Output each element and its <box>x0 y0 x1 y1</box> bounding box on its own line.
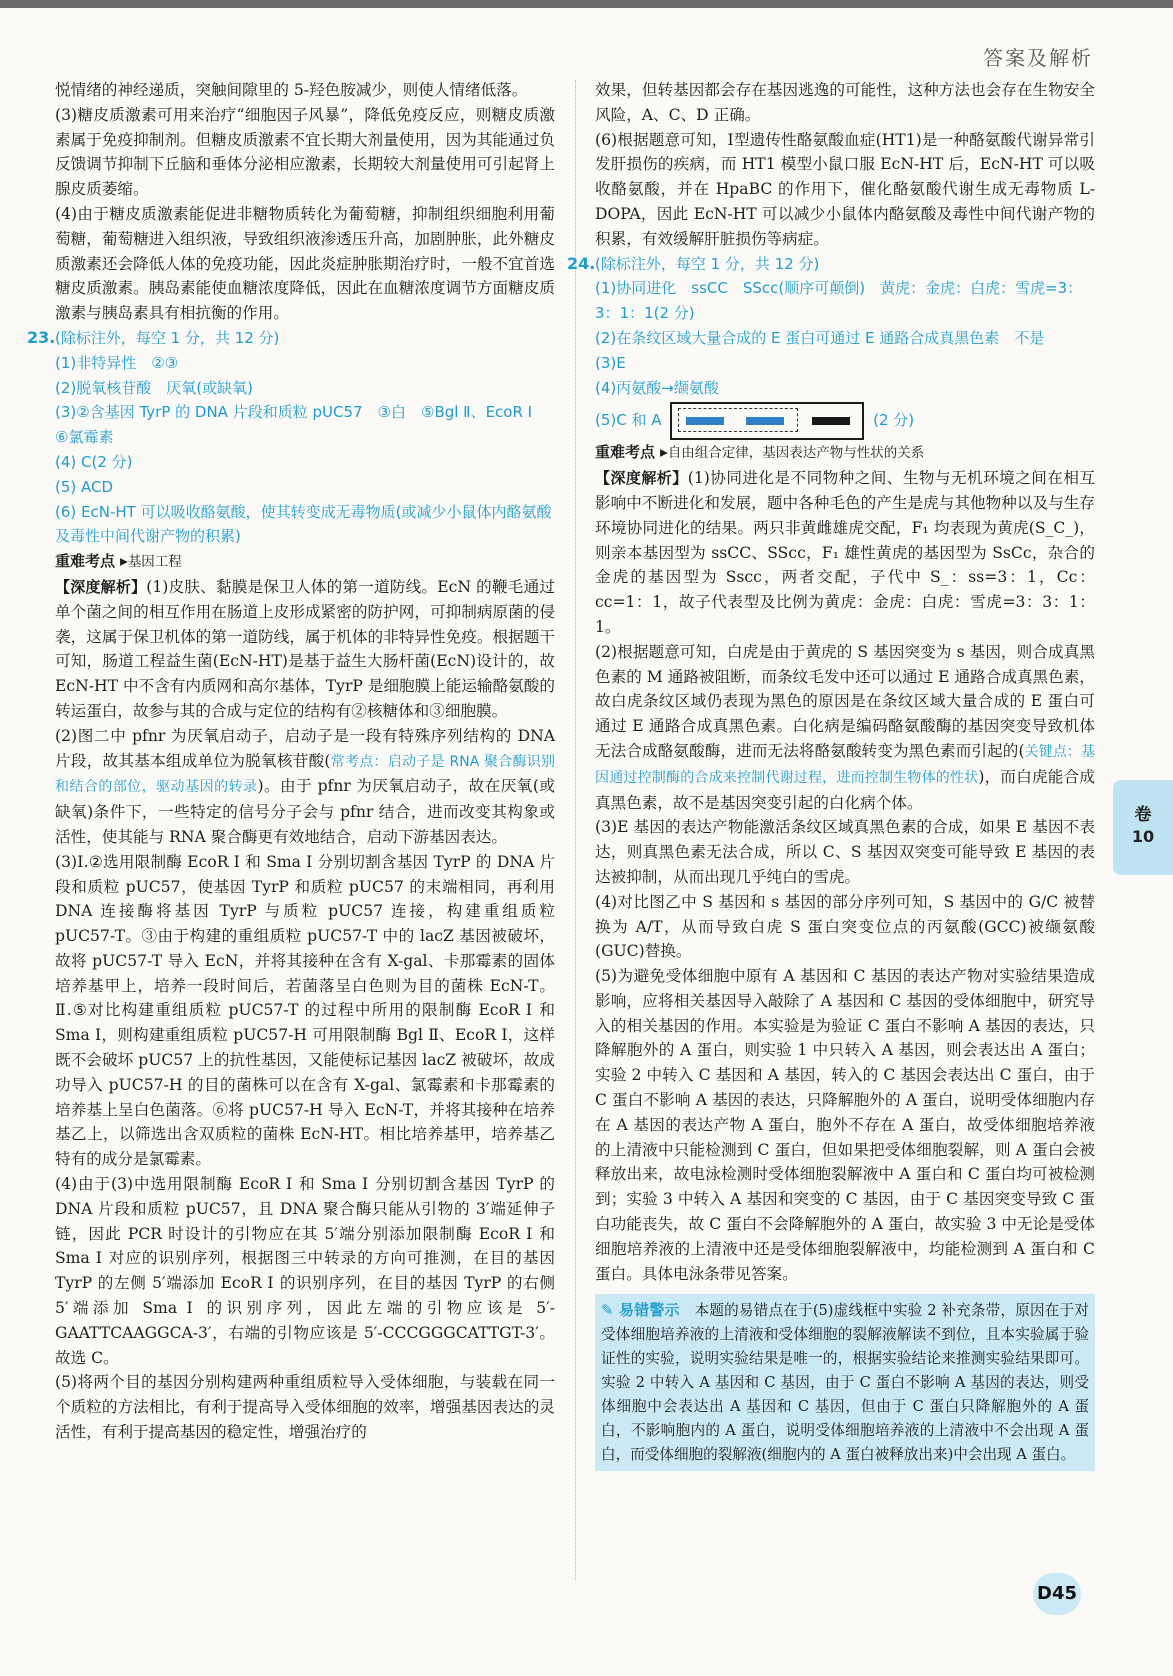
exam-note: 常考点：启动子是 RNA 聚合酶识别和结合的部位，驱动基因的转录 <box>55 753 555 796</box>
question-number: 23. <box>27 327 56 347</box>
answer-line: (6) EcN-HT 可以吸收酪氨酸，使其转变成无毒物质(或减少小鼠体内酪氨酸及毒性中间代谢产物的积累) <box>55 502 552 546</box>
analysis-paragraph <box>595 640 1095 816</box>
paragraph: (6)根据题意可知，Ⅰ型遗传性酪氨酸血症(HT1)是一种酪氨酸代谢异常引发肝损伤的疾病，而 HT1 模型小鼠口服 EcN-HT 后，EcN-HT 可以吸收酪氨酸，并在 HpaBC 的作用下，催化酪氨酸代谢生成无毒物质 L-DOPA，因此 EcN-HT 可以减少小鼠体内酪氨酸及毒性中间代谢产物的积累，有效缓解肝脏损伤等病症。 <box>595 130 1095 248</box>
answer-line: (1)非特异性 ②③ <box>55 353 179 372</box>
analysis-paragraph <box>595 466 1095 640</box>
key-point-label: 重难考点 <box>595 443 656 462</box>
analysis-text: (1)皮肤、黏膜是保卫人体的第一道防线。EcN 的鞭毛通过单个菌之间的相互作用在肠道上皮形成紧密的防护网，可抑制病原菌的侵袭，这属于保卫机体的第一道防线，属于机体的非特异性免疫。根据题干可知，肠道工程益生菌(EcN-HT)是基于益生大肠杆菌(EcN)设计的，故 EcN-HT 中不含有内质网和高尔基体，TyrP 是细胞膜上能运输酪氨酸的转运蛋白，故参与其的合成与定位的结构有②核糖体和③细胞膜。 <box>55 577 555 720</box>
analysis-paragraph: (4)由于(3)中选用限制酶 EcoR Ⅰ 和 Sma Ⅰ 分别切割含基因 TyrP 的 DNA 片段和质粒 pUC57，且 DNA 聚合酶只能从引物的 3′端延伸子链，因此 PCR 时设计的引物应在其 5′端分别添加限制酶 EcoR Ⅰ 和 Sma Ⅰ 对应的识别序列，根据图三中转录的方向可推测，在目的基因 TyrP 的左侧 5′端添加 EcoR Ⅰ 的识别序列，在目的基因 TyrP 的右侧 5′端添加 Sma Ⅰ 的识别序列，因此左端的引物应该是 5′-GAATTCAAGGCA-3′，右端的引物应该是 5′-CCCGGGCATTGT-3′。故选 C。 <box>55 1175 555 1367</box>
blue-band <box>746 417 784 425</box>
warning-paragraph <box>601 1298 1089 1467</box>
warning-label-text: 易错警示 <box>618 1301 680 1320</box>
black-band <box>812 417 850 425</box>
question-24-header <box>567 252 1095 277</box>
analysis-paragraph: (4)对比图乙中 S 基因和 s 基因的部分序列可知，S 基因中的 G/C 被替换为 A/T，从而导致白虎 S 蛋白突变位点的丙氨酸(GCC)被缬氨酸(GUC)替换。 <box>595 892 1095 961</box>
blue-band <box>686 417 724 425</box>
key-point-line: 重难考点 ▸自由组合定律，基因表达产物与性状的关系 <box>595 443 925 462</box>
deep-analysis-label: 【深度解析】 <box>55 577 147 596</box>
key-note: 关键点：基因通过控制酶的合成来控制代谢过程，进而控制生物体的性状 <box>595 743 1095 786</box>
answer-line: (4)丙氨酸→缬氨酸 <box>595 378 719 397</box>
answer-line: (1)协同进化 ssCC SScc(顺序可颠倒) 黄虎：金虎：白虎：雪虎=3：3：1：1(2 分) <box>595 279 1083 323</box>
answer-line: (2)脱氧核苷酸 厌氧(或缺氧) <box>55 378 253 397</box>
paragraph: (4)由于糖皮质激素能促进非糖物质转化为葡萄糖，抑制组织细胞利用葡萄糖，葡萄糖进入组织液，导致组织液渗透压升高，加剧肿胀，此外糖皮质激素还会降低人体的免疫功能，因此炎症肿胀期治疗时，一般不宜首选糖皮质激素。胰岛素能使血糖浓度降低，因此在血糖浓度调节方面糖皮质激素与胰岛素具有相抗衡的作用。 <box>55 204 555 323</box>
left-column <box>27 78 555 1445</box>
answer-line: (3)②含基因 TyrP 的 DNA 片段和质粒 pUC57 ③白 ⑤Bgl Ⅱ、EcoR Ⅰ ⑥氯霉素 <box>55 403 548 447</box>
question-number: 24. <box>567 253 596 273</box>
side-tab-label: 卷 <box>1134 805 1152 825</box>
analysis-text: )。由于 pfnr 为厌氧启动子，故在厌氧(或缺氧)条件下，一些特定的信号分子会与 pfnr 结合，进而改变其构象或活性，使其能与 RNA 聚合酶更有效地结合，启动下游基因表达。 <box>55 777 555 846</box>
answer-line: (3)E <box>595 353 626 372</box>
question-scoring: (除标注外，每空 1 分，共 12 分) <box>595 254 820 273</box>
analysis-paragraph: (3)E 基因的表达产物能激活条纹区域真黑色素的合成，如果 E 基因不表达，则真黑色素无法合成，所以 C、S 基因双突变可能导致 E 基因的表达被抑制，从而出现几乎纯白的雪虎。 <box>595 818 1095 886</box>
analysis-paragraph <box>55 724 555 850</box>
key-point-text: 基因工程 <box>127 554 182 571</box>
page-header-title: 答案及解析 <box>983 46 1093 70</box>
paragraph: 效果，但转基因都会存在基因逃逸的可能性，这种方法也会存在生物安全风险，A、C、D 正确。 <box>595 81 1095 124</box>
top-edge <box>0 0 1173 8</box>
question-scoring: (除标注外，每空 1 分，共 12 分) <box>55 328 280 347</box>
answer-line: (2)在条纹区域大量合成的 E 蛋白可通过 E 通路合成真黑色素 不是 <box>595 328 1045 347</box>
analysis-paragraph <box>55 575 555 724</box>
analysis-paragraph: (5)为避免受体细胞中原有 A 基因和 C 基因的表达产物对实验结果造成影响，应将相关基因导入敲除了 A 基因和 C 基因的受体细胞中，研究导入的相关基因的作用。本实验是为验证 C 蛋白不影响 A 基因的表达，只降解胞外的 A 蛋白，则实验 1 中只转入 A 基因，则会表达出 A 蛋白；实验 2 中转入 C 基因和 A 基因，转入的 C 基因会表达出 C 蛋白，由于 C 蛋白不影响 A 基因的表达，只降解胞外的 A 蛋白，说明受体细胞内存在 A 基因的表达产物 A 蛋白，胞外不存在 A 蛋白，故受体细胞培养液的上清液中只能检测到 C 蛋白，但如果把受体细胞裂解，则 A 蛋白会被释放出来，故电泳检测时受体细胞裂解液中 A 蛋白和 C 蛋白均可被检测到；实验 3 中转入 A 基因和突变的 C 基因，由于 C 基因突变导致 C 蛋白功能丧失，故 C 蛋白不会降解胞外的 A 蛋白，故实验 3 中无论是受体细胞培养液的上清液中还是受体细胞裂解液中，均能检测到 A 蛋白和 C 蛋白。具体电泳条带见答案。 <box>595 967 1095 1283</box>
deep-analysis-label: 【深度解析】 <box>595 469 688 488</box>
answer-score: (2 分) <box>873 411 915 430</box>
right-column <box>567 78 1095 1471</box>
warning-label: ✎ 易错警示 <box>601 1301 680 1320</box>
page-number: D45 <box>1033 1573 1081 1615</box>
column-divider <box>575 80 576 1580</box>
answer-line: (4) C(2 分) <box>55 452 133 471</box>
answer-line <box>595 400 1095 440</box>
analysis-text: )，而白虎能合成真黑色素，故不是基因突变引起的白化病个体。 <box>595 767 1095 812</box>
electrophoresis-bands-figure <box>670 402 864 440</box>
key-point-label: 重难考点 <box>55 552 116 571</box>
key-point-text: 自由组合定律，基因表达产物与性状的关系 <box>667 445 925 462</box>
warning-text: 本题的易错点在于(5)虚线框中实验 2 补充条带，原因在于对受体细胞培养液的上清液和受体细胞的裂解液解读不到位，且本实验属于验证性的实验，说明实验结果是唯一的，根据实验结论来推测实验结果即可。实验 2 中转入 A 基因和 C 基因，由于 C 蛋白不影响 A 基因的表达，则受体细胞中会表达出 A 基因和 C 基因，但由于 C 蛋白只降解胞外的 A 蛋白，不影响胞内的 A 蛋白，说明受体细胞培养液的上清液中不会出现 A 蛋白，而受体细胞的裂解液(细胞内的 A 蛋白被释放出来)中会出现 A 蛋白。 <box>601 1302 1089 1464</box>
paragraph: (3)糖皮质激素可用来治疗“细胞因子风暴”，降低免疫反应，则糖皮质激素属于免疫抑制剂。但糖皮质激素不宜长期大剂量使用，因为其能通过负反馈调节抑制下丘脑和垂体分泌相应激素，长期较大剂量使用可引起肾上腺皮质萎缩。 <box>55 105 555 199</box>
key-point-line: 重难考点 ▸基因工程 <box>55 552 182 571</box>
analysis-paragraph: (5)将两个目的基因分别构建两种重组质粒导入受体细胞，与装载在同一个质粒的方法相比，有利于提高导入受体细胞的效率，增强基因表达的灵活性，有利于提高基因的稳定性，增强治疗的 <box>55 1373 555 1442</box>
answer-line: (5) ACD <box>55 477 114 496</box>
question-23-header <box>27 326 555 351</box>
analysis-text: (2)根据题意可知，白虎是由于黄虎的 S 基因突变为 s 基因，则合成真黑色素的 M 通路被阻断，而条纹毛发中还可以通过 E 通路合成真黑色素，故白虎条纹区域仍表现为黑色的原因是在条纹区域大量合成的 E 蛋白可通过 E 通路合成真黑色素。白化病是编码酪氨酸酶的基因突变导致机体无法合成酪氨酸酶，进而无法将酪氨酸转变为黑色素而引起的( <box>595 642 1095 760</box>
analysis-text: (1)协同进化是不同物种之间、生物与无机环境之间在相互影响中不断进化和发展，题中各种毛色的产生是虎与其他物种以及与生存环境协同进化的结果。两只非黄雌雄虎交配，F₁ 均表现为黄虎(S_C_)，则亲本基因型为 ssCC、SScc，F₁ 雄性黄虎的基因型为 SsCc，杂合的金虎的基因型为 Sscc，两者交配，子代中 S_：ss=3：1，Cc：cc=1：1，故子代表型及比例为黄虎：金虎：白虎：雪虎=3：3：1：1。 <box>595 469 1095 636</box>
paragraph: 悦情绪的神经递质，突触间隙里的 5-羟色胺减少，则使人情绪低落。 <box>55 81 528 99</box>
side-tab-number: 10 <box>1131 827 1155 846</box>
analysis-text: (2)图二中 pfnr 为厌氧启动子，启动子是一段有特殊序列结构的 DNA 片段，故其基本组成单位为脱氧核苷酸( <box>55 726 555 770</box>
analysis-paragraph: (3)Ⅰ.②选用限制酶 EcoR Ⅰ 和 Sma Ⅰ 分别切割含基因 TyrP 的 DNA 片段和质粒 pUC57，使基因 TyrP 和质粒 pUC57 的末端相同，再利用 DNA 连接酶将基因 TyrP 与质粒 pUC57 连接，构建重组质粒 pUC57-T。③由于构建的重组质粒 pUC57-T 中的 lacZ 基因被破坏，故将 pUC57-T 导入 EcN，并将其接种在含有 X-gal、卡那霉素的固体培养基甲上，培养一段时间后，若菌落呈白色则为目的菌株 EcN-T。Ⅱ.⑤对比构建重组质粒 pUC57-T 的过程中所用的限制酶 EcoR Ⅰ 和 Sma Ⅰ，则构建重组质粒 pUC57-H 可用限制酶 Bgl Ⅱ、EcoR Ⅰ，这样既不会破坏 pUC57 上的抗性基因，又能使标记基因 lacZ 被破坏，故成功导入 pUC57-H 的目的菌株可以在含有 X-gal、氯霉素和卡那霉素的培养基上呈白色菌落。⑥将 pUC57-H 导入 EcN-T，并将其接种在培养基乙上，以筛选出含双质粒的菌株 EcN-HT。相比培养基甲，培养基乙特有的成分是氯霉素。 <box>55 852 555 1169</box>
volume-side-tab <box>1113 780 1173 875</box>
answer-text: (5)C 和 A <box>595 411 662 430</box>
error-warning-box <box>595 1294 1095 1471</box>
